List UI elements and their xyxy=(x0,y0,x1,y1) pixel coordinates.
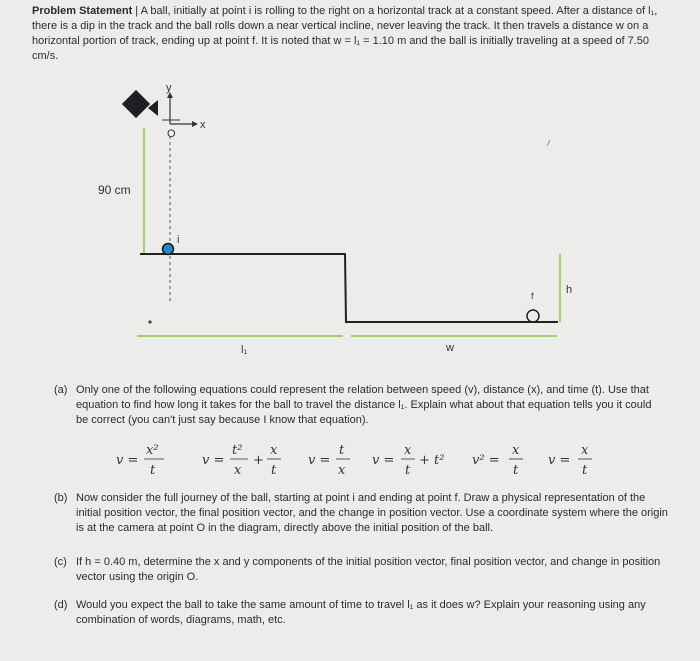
equations-svg xyxy=(110,440,630,478)
part-a xyxy=(54,383,664,428)
dot-marker xyxy=(148,320,151,323)
camera-icon xyxy=(122,90,158,118)
svg-text:x: x xyxy=(512,443,520,458)
part-c-tag: (c) xyxy=(54,556,67,568)
ball-initial xyxy=(163,244,174,255)
equation-6 xyxy=(548,443,592,478)
equation-3 xyxy=(308,443,350,478)
svg-text:v =: v = xyxy=(308,453,331,468)
dip-height-label: h xyxy=(566,284,573,296)
part-d-tag: (d) xyxy=(54,599,68,611)
w-label: w xyxy=(446,342,454,354)
svg-text:v =: v = xyxy=(372,453,395,468)
svg-text:+: + xyxy=(253,453,264,468)
svg-text:v =: v = xyxy=(116,453,139,468)
coordinate-axes xyxy=(162,92,198,127)
part-b xyxy=(54,491,670,536)
x-axis-label: x xyxy=(200,119,206,131)
svg-text:+ t²: + t² xyxy=(419,453,445,468)
origin-label: O xyxy=(167,128,176,140)
svg-text:x²: x² xyxy=(146,443,159,458)
ball-final xyxy=(527,310,539,322)
part-a-text: Only one of the following equations could represent the relation between speed (v), distance (x), and time (t). Use that equation to find how long it takes for the ball to travel the distance l₁. Explain what about that equation tells you it could be correct (you can't just say because I know that equation). xyxy=(76,384,652,426)
problem-statement xyxy=(32,4,672,64)
part-d xyxy=(54,598,670,628)
svg-text:v =: v = xyxy=(548,453,571,468)
part-c-text: If h = 0.40 m, determine the x and y components of the initial position vector, final position vector, and change in position vector using the origin O. xyxy=(76,556,661,583)
track xyxy=(140,254,558,322)
svg-text:x: x xyxy=(404,443,412,458)
equation-4 xyxy=(372,443,444,478)
part-d-text: Would you expect the ball to take the same amount of time to travel l₁ as it does w? Explain your reasoning using any combination of words, diagrams, math, etc. xyxy=(76,599,646,626)
svg-text:v =: v = xyxy=(202,453,225,468)
end-label: f xyxy=(531,291,534,301)
part-a-tag: (a) xyxy=(54,384,68,396)
track-diagram xyxy=(0,78,700,378)
svg-text:t: t xyxy=(339,443,345,458)
svg-text:x: x xyxy=(234,463,242,478)
svg-text:t: t xyxy=(150,463,156,478)
stray-mark xyxy=(547,140,550,146)
l1-label: l₁ xyxy=(241,344,248,356)
equation-1 xyxy=(116,443,164,478)
problem-text: A ball, initially at point i is rolling to the right on a horizontal track at a constant speed. After a distance of l₁, there is a dip in the track and the ball rolls down a near vertical incline, never leaving the track. It then travels a distance w on a horizontal portion of track, ending up at point f. It is noted that w = l₁ = 1.10 m and the ball is initially traveling at a speed of 7.50 cm/s. xyxy=(32,5,658,62)
part-b-tag: (b) xyxy=(54,492,68,504)
equation-options xyxy=(110,440,630,478)
equation-2 xyxy=(202,443,281,478)
svg-text:t²: t² xyxy=(232,443,243,458)
svg-text:t: t xyxy=(582,463,588,478)
part-b-text: Now consider the full journey of the ball, starting at point i and ending at point f. Draw a physical representation of the initial position vector, the final position vector, and the change in position vector. Use a coordinate system where the origin is at the camera at point O in the diagram, directly above the initial position of the ball. xyxy=(76,492,668,534)
svg-text:v² =: v² = xyxy=(472,453,500,468)
svg-text:x: x xyxy=(270,443,278,458)
start-label: i xyxy=(177,234,180,246)
problem-heading: Problem Statement xyxy=(32,5,133,17)
part-c xyxy=(54,555,670,585)
equation-5 xyxy=(472,443,523,478)
svg-text:x: x xyxy=(581,443,589,458)
height-label: 90 cm xyxy=(98,183,131,197)
svg-text:t: t xyxy=(405,463,411,478)
y-axis-label: y xyxy=(166,82,172,94)
svg-text:t: t xyxy=(271,463,277,478)
heading-separator: | xyxy=(132,5,141,17)
svg-text:x: x xyxy=(338,463,346,478)
svg-text:t: t xyxy=(513,463,519,478)
diagram-svg xyxy=(0,78,700,378)
